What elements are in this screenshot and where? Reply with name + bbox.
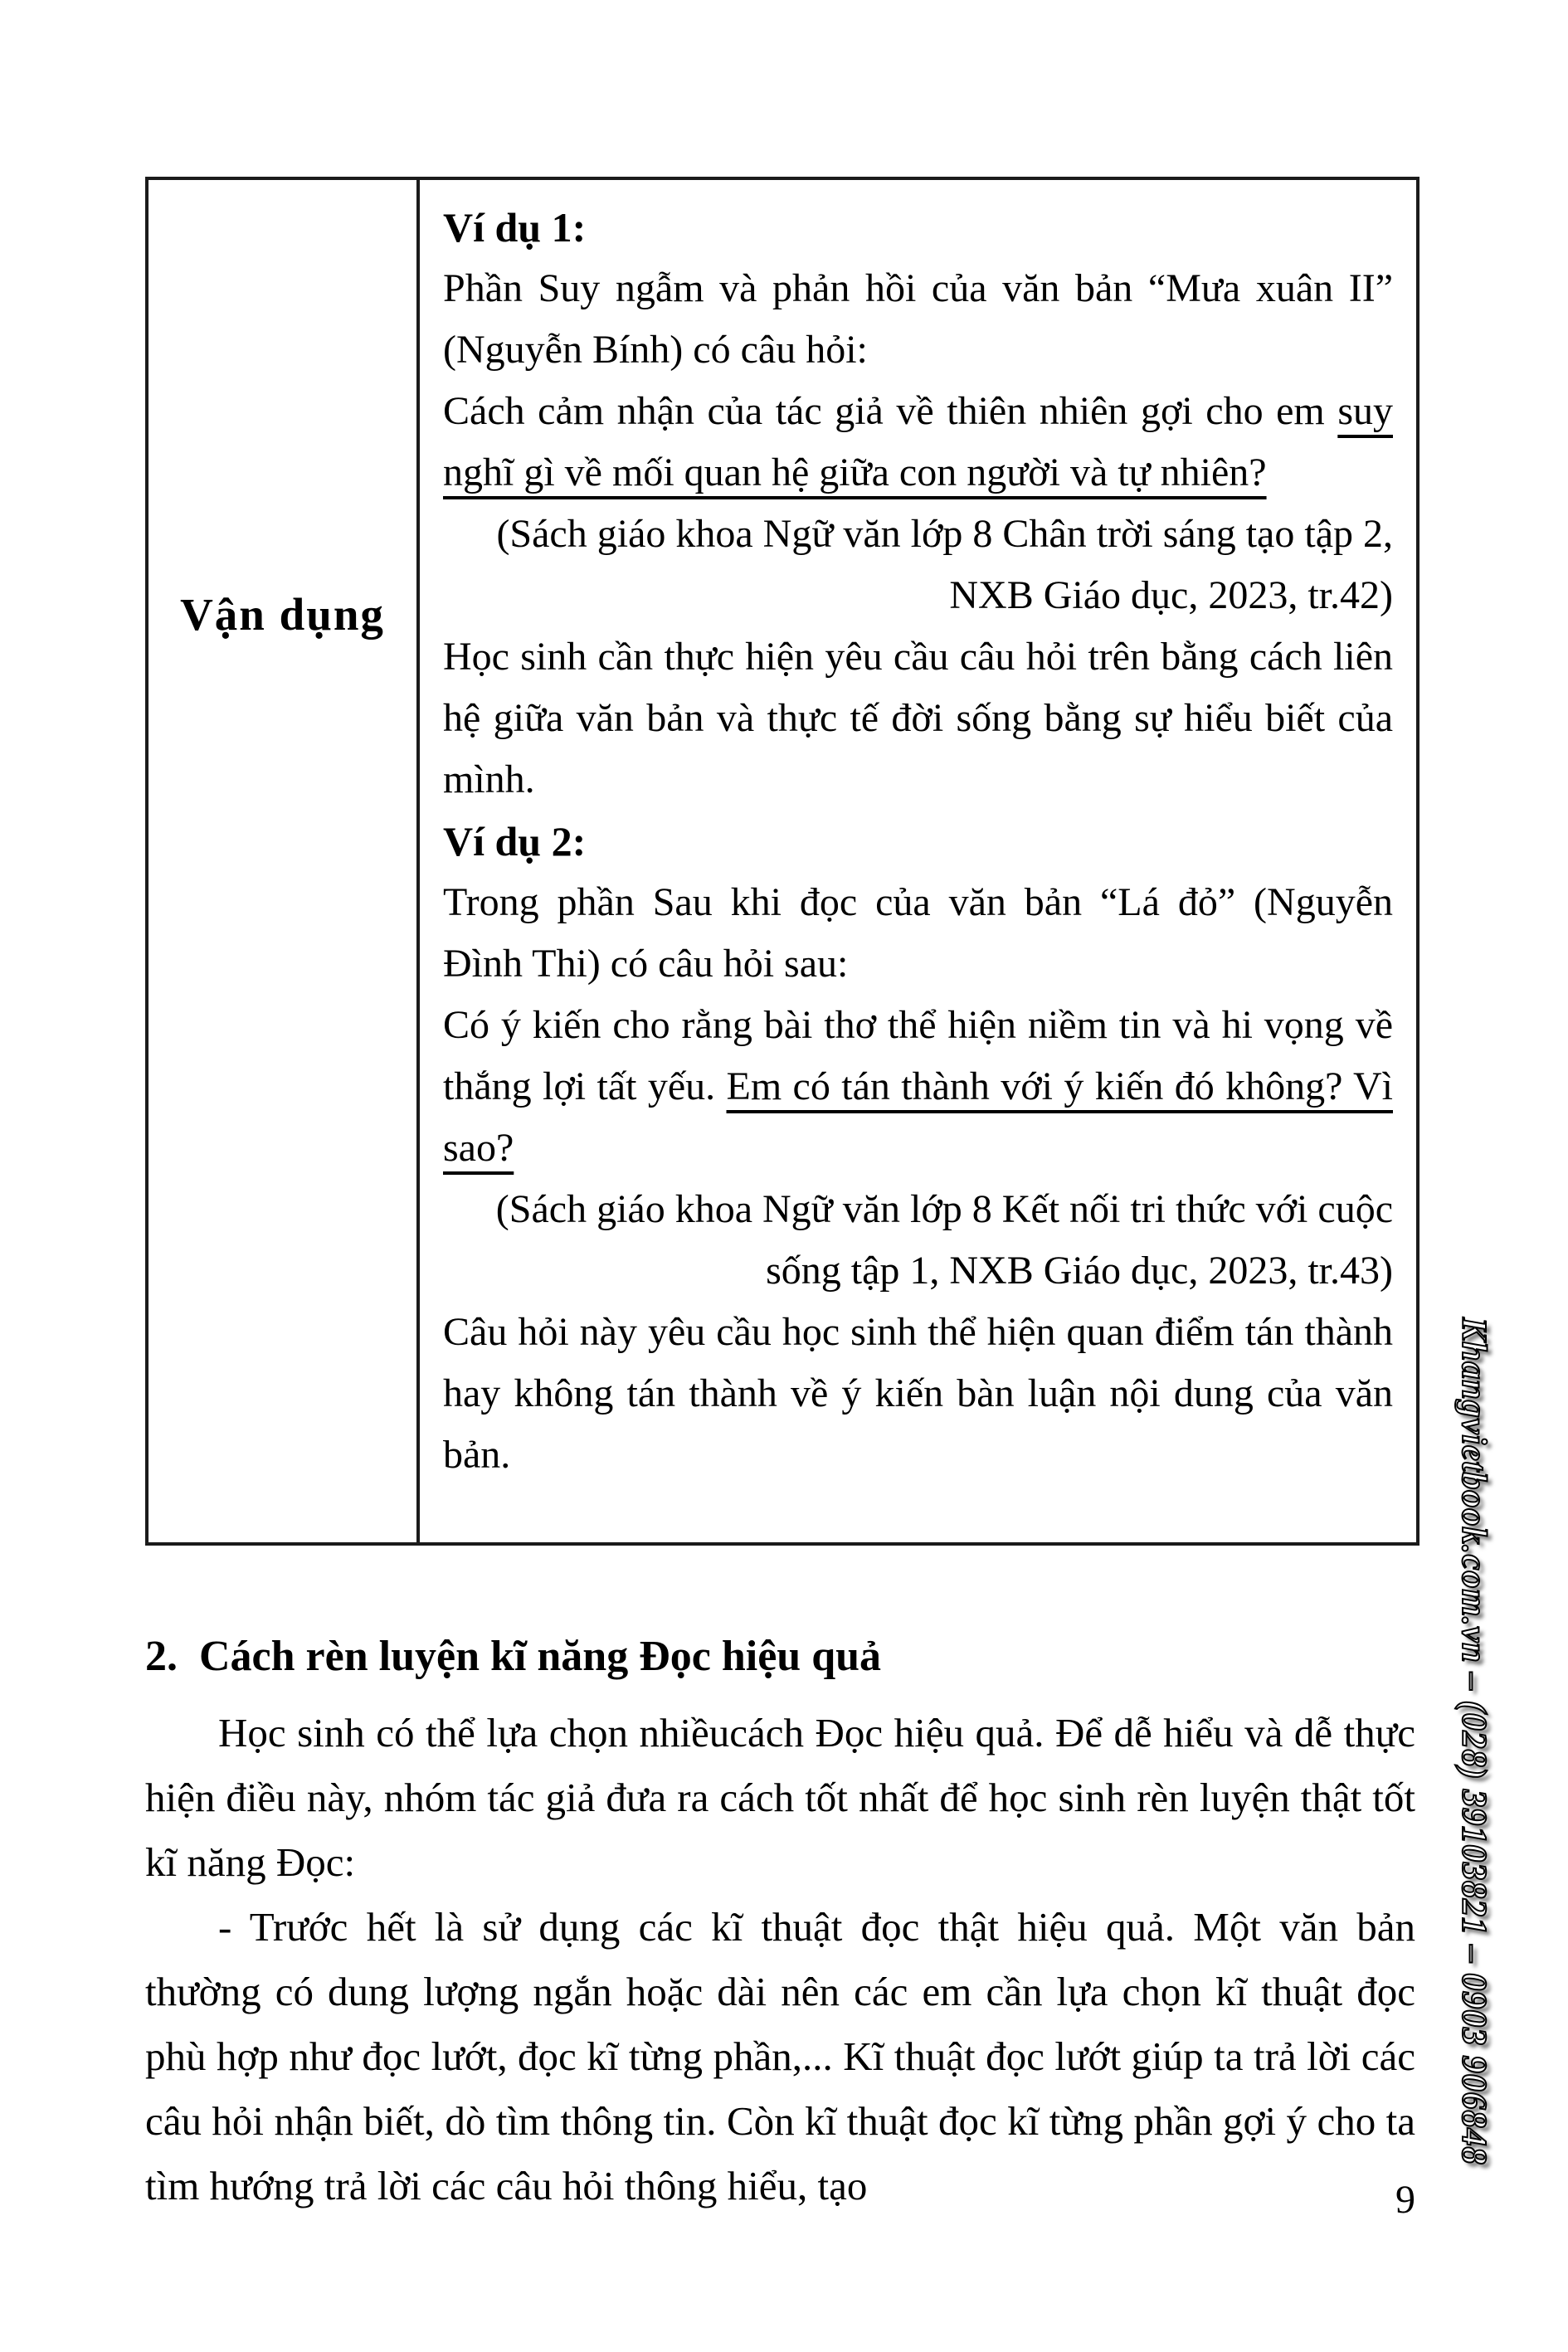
example1-citation: (Sách giáo khoa Ngữ văn lớp 8 Chân trời sáng tạo tập 2, NXB Giáo dục, 2023, tr.42): [496, 512, 1393, 617]
example2-question-lead: Có ý kiến cho rằng bài thơ thể hiện niềm tin và hi vọng về thắng lợi tất yếu.: [443, 1003, 1393, 1108]
example2-intro: Trong phần Sau khi đọc của văn bản “Lá đỏ” (Nguyễn Đình Thi) có câu hỏi sau:: [443, 880, 1393, 986]
section-reading-skills: [145, 1626, 1415, 2218]
section-number: 2.: [145, 1633, 178, 1680]
example1-note: Học sinh cần thực hiện yêu cầu câu hỏi trên bằng cách liên hệ giữa văn bản và thực tế đời sống bằng sự hiểu biết của mình.: [443, 635, 1393, 801]
example1-question-underlined: suy nghĩ gì về mối quan hệ giữa con người và tự nhiên?: [443, 389, 1393, 494]
section-title: Cách rèn luyện kĩ năng Đọc hiệu quả: [199, 1633, 882, 1680]
example1-question: [443, 381, 1393, 504]
example2-note: Câu hỏi này yêu cầu học sinh thể hiện quan điểm tán thành hay không tán thành về ý kiến bàn luận nội dung của văn bản.: [443, 1310, 1393, 1477]
assessment-table: [145, 177, 1419, 1546]
example1-title: Ví dụ 1:: [443, 204, 587, 251]
table-label-cell: [149, 180, 420, 1542]
page-number: 9: [1395, 2178, 1415, 2222]
example1-question-lead: Cách cảm nhận của tác giả về thiên nhiên gợi cho em: [443, 389, 1338, 433]
watermark-vertical-text: Khangvietbook.com.vn – (028) 39103821 – 0903 906848: [1454, 1317, 1493, 2165]
example2-citation: (Sách giáo khoa Ngữ văn lớp 8 Kết nối tri thức với cuộc sống tập 1, NXB Giáo dục, 2023, tr.43): [495, 1187, 1393, 1293]
example2-title: Ví dụ 2:: [443, 818, 587, 864]
body-paragraph-2: - Trước hết là sử dụng các kĩ thuật đọc thật hiệu quả. Một văn bản thường có dung lượng ngắn hoặc dài nên các em cần lựa chọn kĩ thuật đọc phù hợp như đọc lướt, đọc kĩ từng phần,... Kĩ thuật đọc lướt giúp ta trả lời các câu hỏi nhận biết, dò tìm thông tin. Còn kĩ thuật đọc kĩ từng phần gợi ý cho ta tìm hướng trả lời các câu hỏi thông hiểu, tạo: [145, 1904, 1415, 2208]
example1-intro: Phần Suy ngẫm và phản hồi của văn bản “Mưa xuân II” (Nguyễn Bính) có câu hỏi:: [443, 266, 1393, 372]
row-label: Vận dụng: [180, 589, 385, 640]
section-heading: [145, 1626, 1415, 1687]
example2-question-underlined: Em có tán thành với ý kiến đó không? Vì sao?: [443, 1064, 1393, 1170]
body-paragraph-1: Học sinh có thể lựa chọn nhiềucách Đọc hiệu quả. Để dễ hiểu và dễ thực hiện điều này, nhóm tác giả đưa ra cách tốt nhất để học sinh rèn luyện thật tốt kĩ năng Đọc:: [145, 1710, 1415, 1885]
table-content-cell: [420, 180, 1416, 1542]
example2-question: [443, 995, 1393, 1179]
